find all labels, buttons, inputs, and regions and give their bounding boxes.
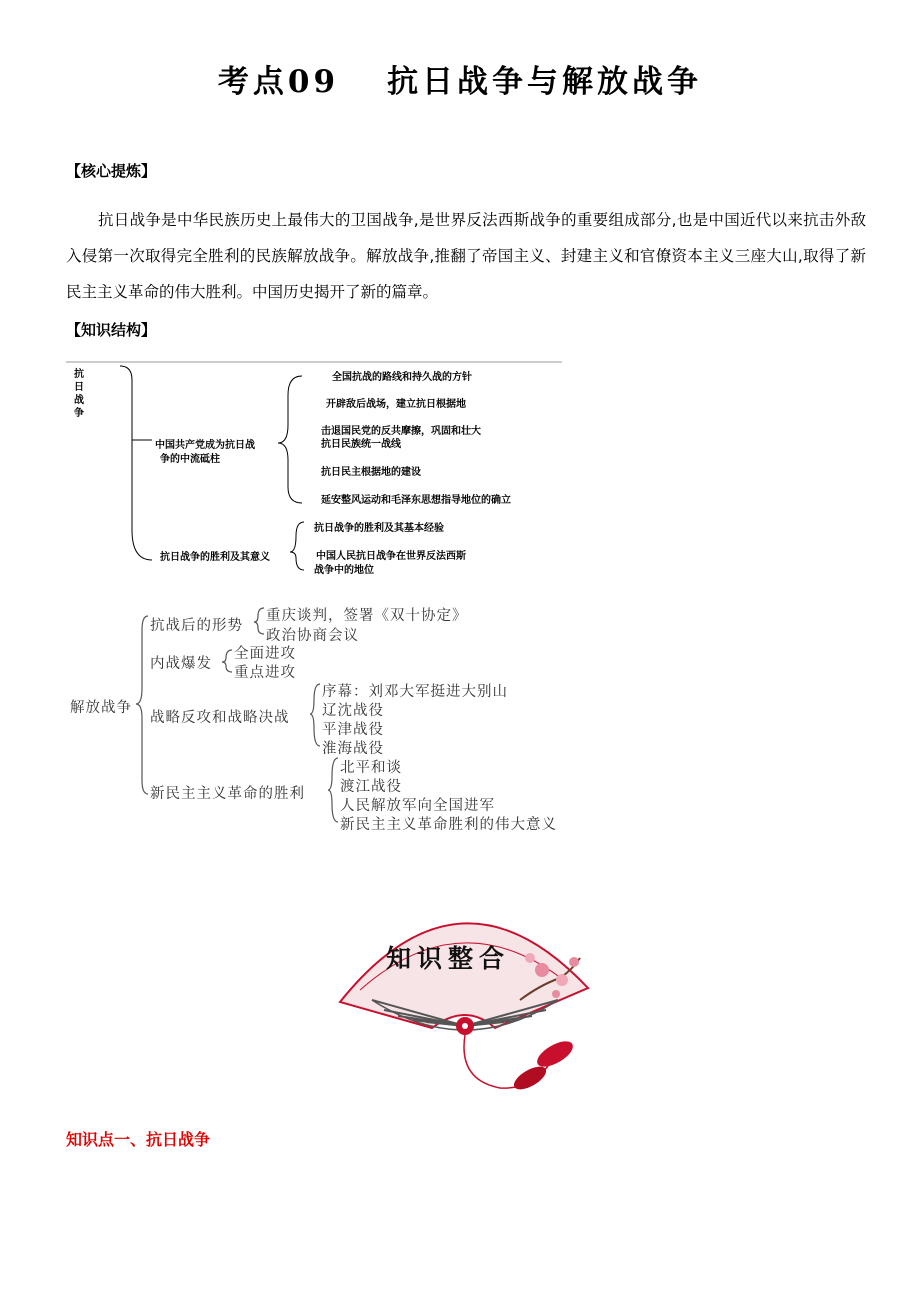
knowledge-point-heading: 知识点一、抗日战争: [66, 1130, 211, 1149]
fan-title: 知识整合: [386, 944, 511, 973]
war2-g1-item-1: 重庆谈判，签署《双十协定》: [266, 608, 468, 624]
title-right: 抗日战争与解放战争: [387, 64, 703, 100]
war1-root: 抗 日 战 争: [74, 369, 84, 419]
war2-g3-item-2: 辽沈战役: [322, 703, 384, 719]
war2-g1-label: 抗战后的形势: [150, 618, 243, 634]
war1-item-2: 开辟敌后战场，建立抗日根据地: [326, 399, 466, 410]
war1-item-4: 抗日民族统一战线: [321, 439, 401, 450]
war2-g3-item-4: 淮海战役: [322, 741, 384, 757]
war1-item-6: 延安整风运动和毛泽东思想指导地位的确立: [321, 495, 511, 506]
war2-g3-label: 战略反攻和战略决战: [150, 710, 290, 726]
war2-root: 解放战争: [70, 700, 132, 716]
war1-branch2: 抗日战争的胜利及其意义: [160, 552, 270, 563]
war2-g3-item-3: 平津战役: [322, 722, 384, 738]
war2-g4-item-3: 人民解放军向全国进军: [340, 798, 495, 814]
war1-b2-item-1: 抗日战争的胜利及其基本经验: [314, 523, 444, 534]
war2-g4-item-2: 渡江战役: [340, 779, 402, 795]
war1-item-1: 全国抗战的路线和持久战的方针: [332, 372, 472, 383]
war2-g4-label: 新民主主义革命的胜利: [150, 786, 305, 802]
war2-g2-item-1: 全面进攻: [234, 646, 296, 662]
war2-g3-item-1: 序幕：刘邓大军挺进大别山: [322, 684, 508, 700]
war2-g1-item-2: 政治协商会议: [266, 628, 359, 644]
war1-b2-item-2: 中国人民抗日战争在世界反法西斯: [316, 551, 466, 562]
war2-g4-item-1: 北平和谈: [340, 760, 402, 776]
core-paragraph: 抗日战争是中华民族历史上最伟大的卫国战争,是世界反法西斯战争的重要组成部分,也是中国近代以来抗击外敌入侵第一次取得完全胜利的民族解放战争。解放战争,推翻了帝国主义、封建主义和官僚资本主义三座大山,取得了新民主主义革命的伟大胜利。中国历史揭开了新的篇章。: [66, 211, 866, 301]
core-heading: 【核心提炼】: [66, 162, 157, 180]
war1-item-5: 抗日民主根据地的建设: [321, 467, 421, 478]
war1-branch1-line2: 争的中流砥柱: [160, 454, 220, 465]
war2-g4-item-4: 新民主主义革命胜利的伟大意义: [340, 817, 557, 833]
war1-b2-item-3: 战争中的地位: [314, 565, 374, 576]
title-left: 考点09: [217, 64, 340, 100]
war1-item-3: 击退国民党的反共摩擦，巩固和壮大: [321, 426, 481, 437]
war2-g2-label: 内战爆发: [150, 656, 212, 672]
war1-branch1-line1: 中国共产党成为抗日战: [155, 440, 255, 451]
war2-g2-item-2: 重点进攻: [234, 665, 296, 681]
structure-heading: 【知识结构】: [66, 321, 157, 339]
